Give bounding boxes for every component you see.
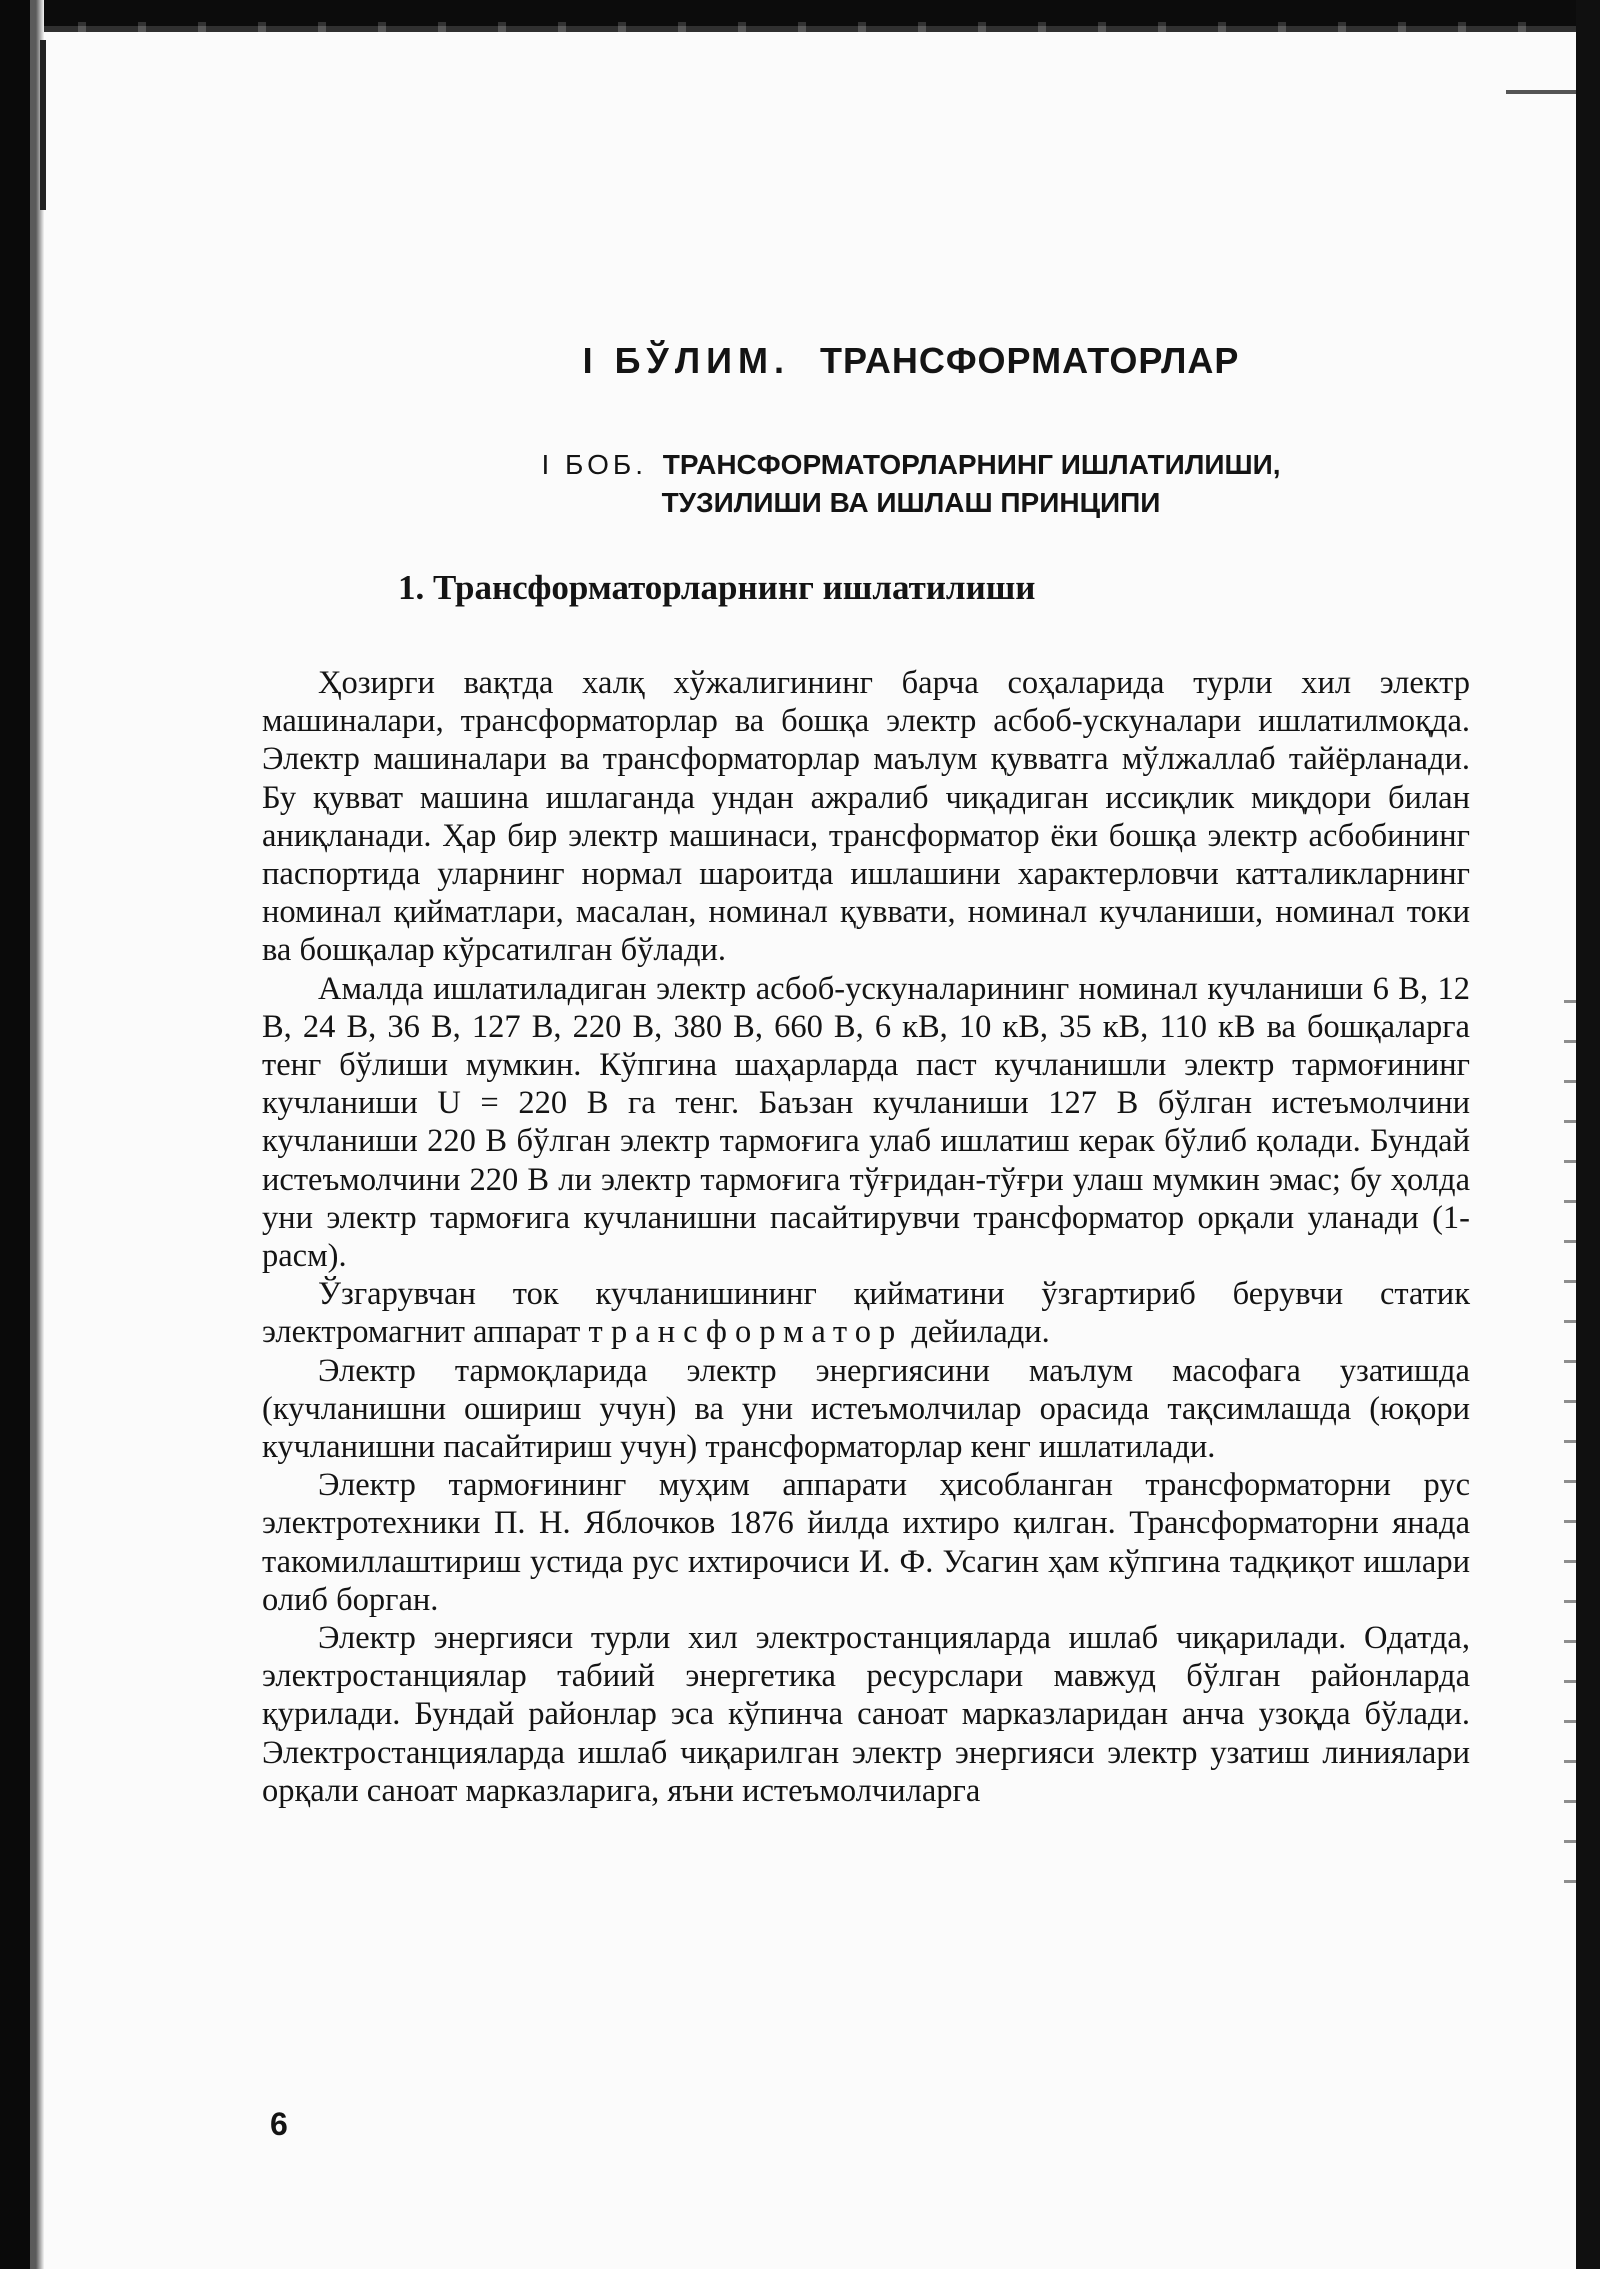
scan-right-border bbox=[1576, 0, 1600, 2269]
paragraph-5: Электр тармоғининг муҳим аппарати ҳисобланган трансформаторни рус электротехники П. Н. Яблочков 1876 йилда ихтиро қилган. Трансформаторни янада такомиллаштириш устида рус ихтирочиси И. Ф. Усагин ҳам кўпгина тадқиқот ишлари олиб борган. bbox=[262, 1467, 1470, 1618]
paragraph-4: Электр тармоқларида электр энергиясини маълум масофага узатишда (кучланишни ошириш учун) ва уни истеъмолчилар орасида тақсимлашда (юқори кучланишни пасайтириш учун) трансформаторлар кенг ишлатилади. bbox=[262, 1352, 1470, 1466]
term-transformer: трансформатор bbox=[588, 1314, 904, 1351]
chapter-prefix: I БОБ. bbox=[541, 449, 648, 480]
chapter-title-line2: ТУЗИЛИШИ ВА ИШЛАШ ПРИНЦИПИ bbox=[661, 487, 1161, 518]
section-heading bbox=[262, 340, 1470, 382]
paragraph-1: Ҳозирги вақтда халқ хўжалигининг барча соҳаларида турли хил электр машиналари, трансформаторлар ва бошқа электр асбоб-ускуналари ишлатилмоқда. Электр машиналари ва трансформаторлар маълум қувватга мўлжаллаб тайёрланади. Бу қувват машина ишлаганда ундан ажралиб чиқадиган иссиқлик миқдори билан аниқланади. Ҳар бир электр машинаси, трансформатор ёки бошқа электр асбобининг паспортида уларнинг нормал шароитда ишлашини характерловчи катталикларнинг номинал қийматлари, масалан, номинал қуввати, номинал кучланиши, номинал токи ва бошқалар кўрсатилган бўлади. bbox=[262, 665, 1470, 969]
paragraph-2: Амалда ишлатиладиган электр асбоб-ускуналарининг номинал кучланиши 6 В, 12 В, 24 В, 36 В, 127 В, 220 В, 380 В, 660 В, 6 кВ, 10 кВ, 35 кВ, 110 кВ ва бошқаларга тенг бўлиши мумкин. Кўпгина шаҳарларда паст кучланишли электр тармоғининг кучланиши U = 220 В га тенг. Баъзан кучланиши 127 В бўлган истеъмолчини кучланиши 220 В бўлган электр тармоғига улаб ишлатиш керак бўлиб қолади. Бундай истеъмолчини 220 В ли электр тармоғига тўғридан-тўғри улаш мумкин эмас; бу ҳолда уни электр тармоғига кучланишни пасайтирувчи трансформатор орқали уланади (1-расм). bbox=[262, 970, 1470, 1275]
section-prefix: I БЎЛИМ. bbox=[582, 340, 790, 381]
subsection-heading: 1. Трансформаторларнинг ишлатилиши bbox=[398, 568, 1036, 607]
paragraph-3-end: дейилади. bbox=[903, 1314, 1050, 1351]
page-number: 6 bbox=[270, 2106, 288, 2142]
section-title: ТРАНСФОРМАТОРЛАР bbox=[820, 340, 1240, 381]
scan-right-mark bbox=[1506, 90, 1576, 94]
scan-right-rag bbox=[1564, 1000, 1576, 1900]
paragraph-6: Электр энергияси турли хил электростанцияларда ишлаб чиқарилади. Одатда, электростанциялар табиий энергетика ресурслари мавжуд бўлган районларда қурилади. Бундай районлар эса кўпинча саноат марказларидан анча узоқда бўлади. Электростанцияларда ишлаб чиқарилган электр энергияси электр узатиш линиялари орқали саноат марказларига, яъни истеъмолчиларга bbox=[262, 1620, 1470, 1809]
scan-left-border bbox=[0, 0, 44, 2269]
paragraph-3-start: Ўзгарувчан ток кучланишининг қийматини ўзгартириб берувчи статик электромагнит аппарат bbox=[262, 1276, 1470, 1351]
scan-left-mark bbox=[40, 40, 46, 210]
scan-top-border-rag bbox=[0, 22, 1600, 32]
paragraph-3 bbox=[262, 1275, 1470, 1351]
page-content bbox=[262, 340, 1470, 1810]
chapter-title-line1: ТРАНСФОРМАТОРЛАРНИНГ ИШЛАТИЛИШИ, bbox=[662, 449, 1281, 480]
chapter-heading bbox=[262, 446, 1470, 522]
